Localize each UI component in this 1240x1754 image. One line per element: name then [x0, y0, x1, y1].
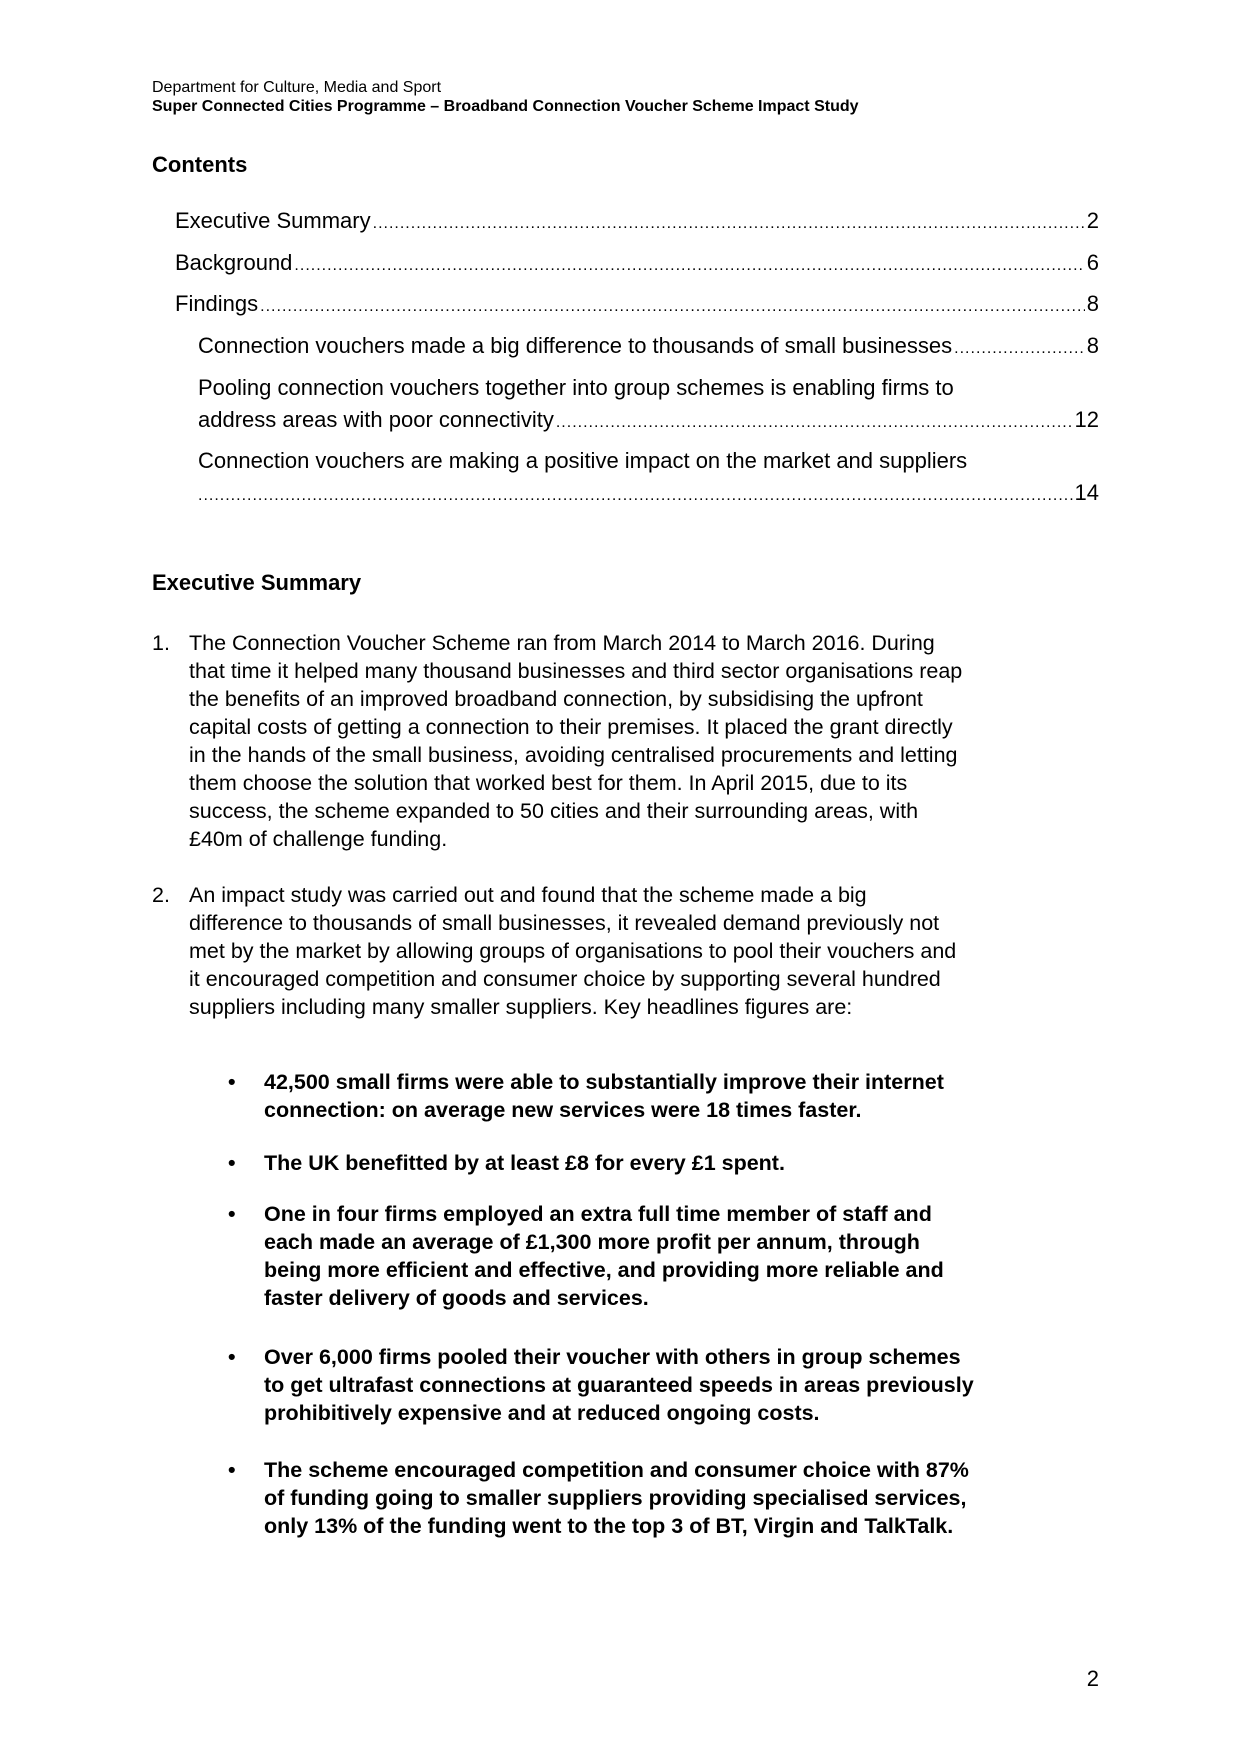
toc-page: 6: [1086, 250, 1099, 275]
bullet-line: to get ultrafast connections at guaranteed speeds in areas previously: [264, 1373, 974, 1397]
toc-entry-findings[interactable]: [175, 291, 1099, 320]
bullet-line: Over 6,000 firms pooled their voucher with others in group schemes: [264, 1345, 961, 1369]
headline-bullet-2: [228, 1149, 1108, 1177]
toc-label: Findings: [175, 291, 259, 316]
toc-page: 8: [1086, 291, 1099, 316]
header-department: Department for Culture, Media and Sport: [152, 79, 442, 96]
paragraph-line: in the hands of the small business, avoiding centralised procurements and letting: [189, 743, 958, 767]
bullet-line: The UK benefitted by at least £8 for every £1 spent.: [264, 1151, 785, 1175]
toc-leader: [556, 410, 1073, 436]
headline-bullet-5: [228, 1456, 1108, 1540]
bullet-line: 42,500 small firms were able to substantially improve their internet: [264, 1070, 944, 1094]
bullet-line: only 13% of the funding went to the top 3 of BT, Virgin and TalkTalk.: [264, 1514, 954, 1538]
paragraph-line: it encouraged competition and consumer choice by supporting several hundred: [189, 967, 941, 991]
bullet-line: faster delivery of goods and services.: [264, 1286, 649, 1310]
toc-label-line: address areas with poor connectivity: [198, 407, 554, 432]
paragraph-line: An impact study was carried out and found that the scheme made a big: [189, 883, 867, 907]
headline-bullet-3: [228, 1200, 1108, 1312]
bullet-icon: •: [228, 1202, 236, 1226]
paragraph-line: met by the market by allowing groups of organisations to pool their vouchers and: [189, 939, 957, 963]
paragraph-line: them choose the solution that worked best for them. In April 2015, due to its: [189, 771, 908, 795]
paragraph-line: suppliers including many smaller suppliers. Key headlines figures are:: [189, 995, 853, 1019]
paragraph-line: that time it helped many thousand businesses and third sector organisations reap: [189, 659, 963, 683]
bullet-line: One in four firms employed an extra full time member of staff and: [264, 1202, 932, 1226]
toc-page: 12: [1074, 407, 1099, 432]
bullet-icon: •: [228, 1151, 236, 1175]
toc-label: Background: [175, 250, 293, 275]
bullet-icon: •: [228, 1345, 236, 1369]
bullet-icon: •: [228, 1070, 236, 1094]
toc-label: Connection vouchers made a big difference to thousands of small businesses: [198, 333, 953, 358]
header-title: Super Connected Cities Programme – Broadband Connection Voucher Scheme Impact Study: [152, 98, 859, 115]
paragraph-number: 1.: [152, 631, 170, 655]
headline-bullet-4: [228, 1343, 1108, 1427]
numbered-paragraph-2: [152, 881, 1102, 1021]
toc-page: 8: [1086, 333, 1099, 358]
toc-label-line: Connection vouchers are making a positive impact on the market and suppliers: [198, 448, 968, 473]
paragraph-line: the benefits of an improved broadband connection, by subsidising the upfront: [189, 687, 923, 711]
bullet-icon: •: [228, 1458, 236, 1482]
toc-leader: [954, 336, 1085, 362]
toc-leader: [260, 294, 1085, 320]
paragraph-line: success, the scheme expanded to 50 cities and their surrounding areas, with: [189, 799, 919, 823]
bullet-line: The scheme encouraged competition and consumer choice with 87%: [264, 1458, 969, 1482]
toc-leader: [198, 483, 1073, 509]
contents-heading: Contents: [152, 152, 248, 177]
paragraph-number: 2.: [152, 883, 170, 907]
toc-label: Executive Summary: [175, 208, 371, 233]
bullet-line: of funding going to smaller suppliers providing specialised services,: [264, 1486, 967, 1510]
toc-entry-background[interactable]: [175, 250, 1099, 279]
bullet-line: each made an average of £1,300 more profit per annum, through: [264, 1230, 920, 1254]
toc-entry-connection-vouchers-difference[interactable]: [198, 333, 1099, 362]
headline-bullet-1: [228, 1068, 1108, 1124]
paragraph-line: £40m of challenge funding.: [189, 827, 448, 851]
paragraph-line: The Connection Voucher Scheme ran from March 2014 to March 2016. During: [189, 631, 935, 655]
bullet-line: connection: on average new services were 18 times faster.: [264, 1098, 862, 1122]
paragraph-line: capital costs of getting a connection to their premises. It placed the grant directly: [189, 715, 953, 739]
toc-leader: [294, 253, 1084, 279]
toc-label-line: Pooling connection vouchers together into group schemes is enabling firms to: [198, 375, 954, 400]
toc-entry-executive-summary[interactable]: [175, 208, 1099, 237]
toc-page: 14: [1074, 480, 1099, 505]
executive-summary-heading: Executive Summary: [152, 570, 362, 595]
page-number: 2: [1086, 1666, 1099, 1691]
bullet-line: prohibitively expensive and at reduced ongoing costs.: [264, 1401, 820, 1425]
numbered-paragraph-1: [152, 629, 1102, 853]
bullet-line: being more efficient and effective, and providing more reliable and: [264, 1258, 944, 1282]
toc-page: 2: [1086, 208, 1099, 233]
toc-leader: [373, 211, 1085, 237]
paragraph-line: difference to thousands of small businesses, it revealed demand previously not: [189, 911, 940, 935]
